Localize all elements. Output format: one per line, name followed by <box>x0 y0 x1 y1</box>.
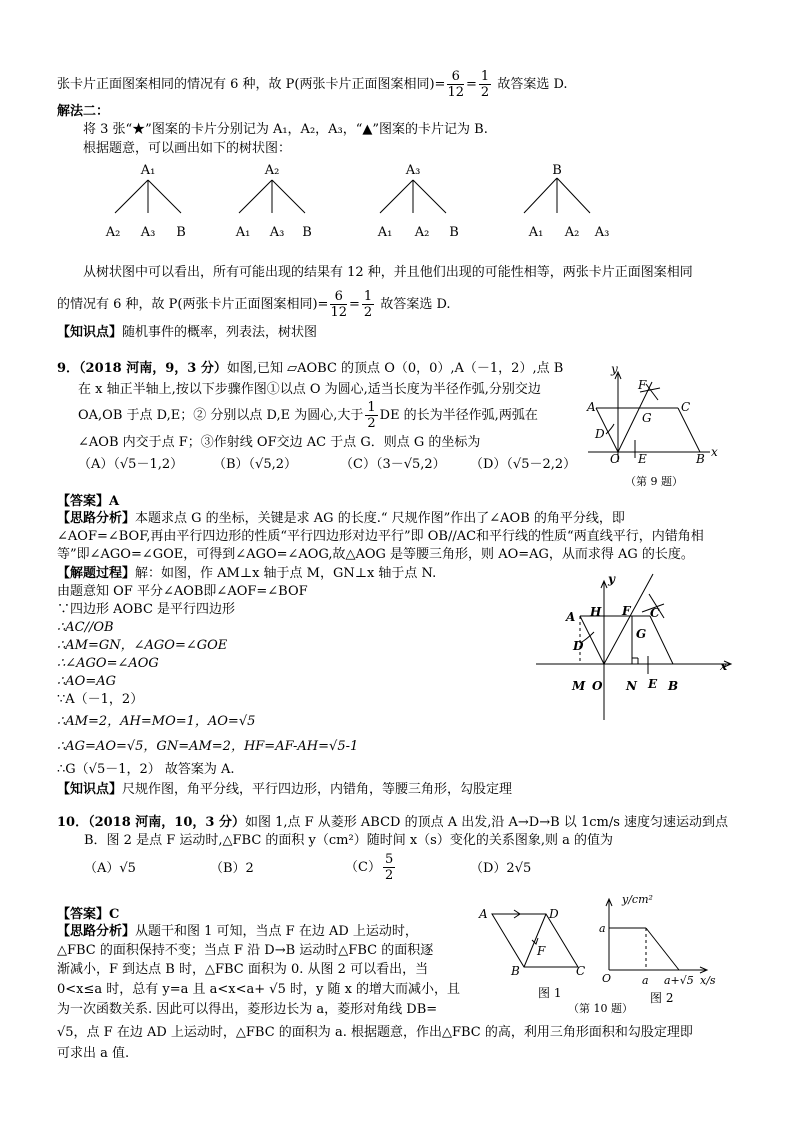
tree-diagram <box>95 158 625 248</box>
q10-analysis-line: 渐减小，F 到达点 B 时，△FBC 面积为 0. 从图 2 可以看出，当 <box>57 962 429 977</box>
text: 故答案选 D. <box>380 297 451 312</box>
kp-text: 随机事件的概率，列表法，树状图 <box>122 325 318 340</box>
q-source: （2018 河南，9，3 分） <box>79 361 227 376</box>
fig-label: H <box>590 605 602 619</box>
method2-line-1: 将 3 张“★”图案的卡片分别记为 A₁，A₂，A₃，“▲”图案的卡片记为 B. <box>83 122 488 137</box>
num: 5 <box>384 852 394 867</box>
fig-label: G <box>636 627 647 641</box>
tree-root: A₂ <box>264 163 280 178</box>
fig-label: B <box>668 679 679 693</box>
text: DE 的长为半径作弧,两弧在 <box>379 408 538 423</box>
q9-knowledge-point <box>57 781 512 798</box>
kp-label: 【知识点】 <box>57 782 123 797</box>
answer-label: 【答案】 <box>57 494 110 509</box>
q10-option-d: （D）2√5 <box>470 861 532 876</box>
fig-label: D <box>573 639 584 653</box>
q9-process <box>57 565 436 582</box>
knowledge-point <box>57 324 317 341</box>
q9-analysis-3: 等”即∠AGO=∠GOE，可得到∠AGO=∠AOG,故△AOG 是等腰三角形，则 AO=AG，从而求得 AG 的长度。 <box>57 547 694 562</box>
q9-analysis-2: ∠AOF=∠BOF,再由平行四边形的性质“平行四边形对边平行”即 OB//AC和平行线的性质“两直线平行，内错角相 <box>57 529 704 544</box>
fig-label: E <box>638 452 647 466</box>
tree-leaf: A₂ <box>105 225 121 240</box>
q9-step: ∴AM=2，AH=MO=1，AO=√5 <box>57 714 256 729</box>
num: 1 <box>480 69 490 84</box>
fig-label: F <box>622 604 631 618</box>
fig-label: C <box>576 964 586 978</box>
kp-text: 尺规作图，角平分线，平行四边形，内错角，等腰三角形，勾股定理 <box>122 782 513 797</box>
fig-label: N <box>626 679 637 693</box>
q9-option-d: （D）（√5－2,2） <box>470 457 577 472</box>
fig-label: A <box>479 907 488 921</box>
num: 6 <box>447 69 464 85</box>
fig-label: A <box>587 400 596 414</box>
fraction <box>447 69 464 100</box>
tree-root: A₃ <box>405 163 421 178</box>
fig-label: O <box>602 972 612 985</box>
fig-caption: 图 2 <box>650 991 674 1005</box>
fig-label: B <box>511 964 520 978</box>
tree-leaf: A₁ <box>528 225 544 240</box>
fig-label: a <box>642 974 649 987</box>
fig-label: x <box>711 445 718 459</box>
q9-step: ∴AM=GN，∠AGO=∠GOE <box>57 638 228 653</box>
q9-step: ∵四边形 AOBC 是平行四边形 <box>57 602 236 617</box>
process-label: 【解题过程】 <box>57 566 136 581</box>
q10-analysis-line: 0<x≤a 时，总有 y=a 且 a<x<a+ √5 时，y 随 x 的增大而减小，且 <box>57 982 461 997</box>
q9-answer <box>57 493 119 510</box>
tree-leaf: B <box>302 225 312 240</box>
fig-label: G <box>642 411 652 425</box>
fig-label: F <box>638 378 647 392</box>
tree-leaf: B <box>176 225 186 240</box>
tree-leaf: A₃ <box>269 225 285 240</box>
top-line-1 <box>57 68 568 102</box>
q10-option-b: （B）2 <box>210 861 254 876</box>
q9-step: ∴AC//OB <box>57 620 114 635</box>
q9-step: 由题意知 OF 平分∠AOB即∠AOF=∠BOF <box>57 584 308 599</box>
fig-label: y/cm² <box>622 893 653 906</box>
den: 2 <box>363 305 373 320</box>
fig-label: E <box>648 677 658 691</box>
fig-caption: （第 10 题） <box>568 1002 633 1015</box>
fig-label: y <box>608 572 615 586</box>
method2-line-2: 根据题意，可以画出如下的树状图： <box>83 141 292 156</box>
q10-figures <box>474 890 749 1020</box>
fig-label: x/s <box>700 974 716 987</box>
fig-label: C <box>650 606 660 620</box>
fig-label: F <box>537 944 546 958</box>
fraction <box>479 69 491 100</box>
tree-leaf: A₁ <box>235 225 251 240</box>
q-number: 9． <box>57 361 80 376</box>
q10-option-a: （A）√5 <box>84 861 136 876</box>
fraction <box>330 289 347 320</box>
den: 2 <box>367 416 376 431</box>
text: 如图 1,点 F 从菱形 ABCD 的顶点 A 出发,沿 A→D→B 以 1cm/s 速度匀速运动到点 <box>244 815 729 830</box>
q9-step: ∴G（√5－1，2） 故答案为 A. <box>57 762 235 777</box>
q10-option-c <box>345 850 397 886</box>
q9-line-3 <box>78 400 538 432</box>
q9-option-c: （C）（3－√5,2） <box>340 457 446 472</box>
after-tree-line-2 <box>57 288 451 322</box>
text: （C） <box>345 860 381 875</box>
q10-analysis <box>57 923 418 940</box>
q9-step: ∴AO=AG <box>57 674 116 689</box>
num: 1 <box>367 400 376 415</box>
eq: = <box>466 77 477 92</box>
fraction <box>365 400 377 431</box>
text: OA,OB 于点 D,E；② 分别以点 D,E 为圆心,大于 <box>78 408 364 423</box>
q-number: 10． <box>57 815 89 830</box>
tree-root: B <box>552 163 562 178</box>
num: 6 <box>330 289 347 305</box>
q9-step: ∴AG=AO=√5，GN=AM=2，HF=AF-AH=√5-1 <box>57 739 359 754</box>
analysis-label: 【思路分析】 <box>57 924 136 939</box>
q9-analysis-1 <box>57 510 625 527</box>
q9-step: ∵A（－1，2） <box>57 692 144 707</box>
tree-root: A₁ <box>140 163 156 178</box>
fig-label: y <box>611 362 618 376</box>
tree-leaf: A₁ <box>377 225 393 240</box>
tree-leaf: A₂ <box>564 225 580 240</box>
q9-line-4: ∠AOB 内交于点 F；③作射线 OF交边 AC 于点 G．则点 G 的坐标为 <box>78 435 481 450</box>
fig-label: x <box>720 659 728 673</box>
text: 如图,已知 ▱AOBC 的顶点 O（0，0）,A（－1，2）,点 B <box>226 361 564 376</box>
kp-label: 【知识点】 <box>57 325 123 340</box>
fig-label: B <box>696 452 705 466</box>
fig-caption: 图 1 <box>538 986 562 1000</box>
q10-line-2: B．图 2 是点 F 运动时,△FBC 的面积 y（cm²）随时间 x（s）变化的关系图象,则 a 的值为 <box>84 833 613 848</box>
fig-label: M <box>572 679 586 693</box>
text: 的情况有 6 种，故 P(两张卡片正面图案相同)= <box>57 297 329 312</box>
fig-label: O <box>610 452 620 466</box>
text: 故答案选 D. <box>497 77 568 92</box>
tree-leaf: A₃ <box>594 225 610 240</box>
q-source: （2018 河南，10，3 分） <box>88 815 245 830</box>
q9-option-b: （B）（√5,2） <box>213 457 298 472</box>
method2-label: 解法二： <box>57 104 110 119</box>
answer-label: 【答案】 <box>57 907 110 922</box>
fig-label: C <box>681 400 691 414</box>
tree-leaf: A₃ <box>140 225 156 240</box>
q10-analysis-line: 为一次函数关系. 因此可以得出，菱形边长为 a，菱形对角线 DB= <box>57 1002 438 1017</box>
fig-label: A <box>566 610 576 624</box>
text: 解：如图，作 AM⊥x 轴于点 M，GN⊥x 轴于点 N. <box>135 566 437 581</box>
text: 张卡片正面图案相同的情况有 6 种，故 P(两张卡片正面图案相同)= <box>57 77 446 92</box>
q9-solution-figure <box>530 572 740 722</box>
q10-analysis-line: △FBC 的面积保持不变；当点 F 沿 D→B 运动时△FBC 的面积逐 <box>57 943 434 958</box>
q10-answer <box>57 906 119 923</box>
tree-leaf: B <box>449 225 459 240</box>
text: 从题干和图 1 可知，当点 F 在边 AD 上运动时， <box>135 924 418 939</box>
q9-line-1 <box>57 360 563 377</box>
q9-line-2: 在 x 轴正半轴上,按以下步骤作图①以点 O 为圆心,适当长度为半径作弧,分别交边 <box>78 382 541 397</box>
den: 12 <box>447 85 464 100</box>
den: 2 <box>480 85 490 100</box>
q9-step: ∴∠AGO=∠AOG <box>57 656 159 671</box>
fraction <box>362 289 374 320</box>
fig-label: a <box>599 922 606 935</box>
fig-label: a+√5 <box>664 974 694 987</box>
answer-value: C <box>109 907 120 922</box>
fig-label: D <box>549 907 559 921</box>
num: 1 <box>363 289 373 304</box>
q9-option-a: （A）（√5－1,2） <box>78 457 184 472</box>
q9-figure <box>578 362 728 490</box>
analysis-label: 【思路分析】 <box>57 511 136 526</box>
q10-line-1 <box>57 814 728 831</box>
q10-analysis-line: √5，点 F 在边 AD 上运动时，△FBC 的面积为 a. 根据题意，作出△FBC 的高，利用三角形面积和勾股定理即 <box>57 1025 693 1040</box>
fig-caption: （第 9 题） <box>625 475 683 488</box>
fig-label: D <box>595 427 605 441</box>
fraction <box>383 852 395 883</box>
q10-analysis-line: 可求出 a 值. <box>57 1046 130 1061</box>
fig-label: O <box>592 679 603 693</box>
text: 本题求点 G 的坐标，关键是求 AG 的长度.“ 尺规作图”作出了∠AOB 的角平分线，即 <box>135 511 625 526</box>
eq: = <box>349 297 360 312</box>
den: 12 <box>330 305 347 320</box>
answer-value: A <box>109 494 120 509</box>
tree-leaf: A₂ <box>414 225 430 240</box>
den: 2 <box>384 868 394 883</box>
after-tree-line-1: 从树状图中可以看出，所有可能出现的结果有 12 种，并且他们出现的可能性相等，两张卡片正面图案相同 <box>83 265 693 280</box>
